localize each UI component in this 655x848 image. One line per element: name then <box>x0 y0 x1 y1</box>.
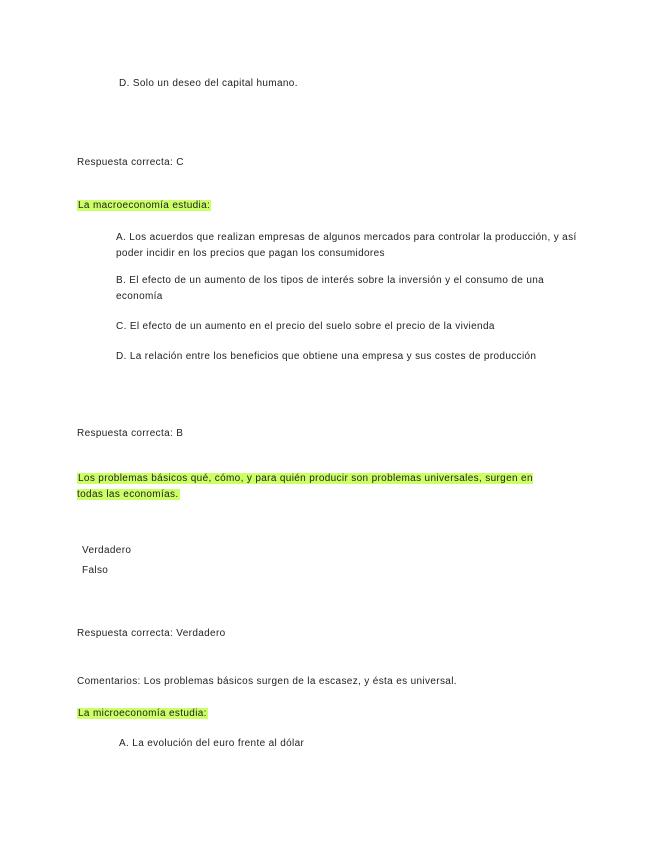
question-problemas-basicos <box>77 471 557 502</box>
comment-text: Comentarios: Los problemas básicos surgen de la escasez, y ésta es universal. <box>77 676 457 687</box>
question-highlight: Los problemas básicos qué, cómo, y para quién producir son problemas universales, surgen en todas las economías. <box>77 473 533 500</box>
option-a-micro: A. La evolución del euro frente al dólar <box>119 738 305 749</box>
question-macroeconomia <box>77 200 211 211</box>
correct-answer-2: Respuesta correcta: B <box>77 428 184 439</box>
option-falso: Falso <box>82 565 109 576</box>
question-microeconomia <box>77 708 208 719</box>
option-c-macro: C. El efecto de un aumento en el precio del suelo sobre el precio de la vivienda <box>116 321 495 332</box>
option-d-text: D. Solo un deseo del capital humano. <box>119 78 298 89</box>
option-verdadero: Verdadero <box>82 545 132 556</box>
option-b-macro: B. El efecto de un aumento de los tipos de interés sobre la inversión y el consumo de una economía <box>116 275 545 302</box>
question-highlight: La microeconomía estudia: <box>78 708 207 719</box>
option-a-macro: A. Los acuerdos que realizan empresas de algunos mercados para controlar la producción, y así poder incidir en los precios que pagan los consumidores <box>116 232 577 259</box>
question-highlight: La macroeconomía estudia: <box>78 200 211 211</box>
correct-answer-3: Respuesta correcta: Verdadero <box>77 628 226 639</box>
correct-answer-1: Respuesta correcta: C <box>77 157 184 168</box>
option-d-macro: D. La relación entre los beneficios que obtiene una empresa y sus costes de producción <box>116 351 537 362</box>
